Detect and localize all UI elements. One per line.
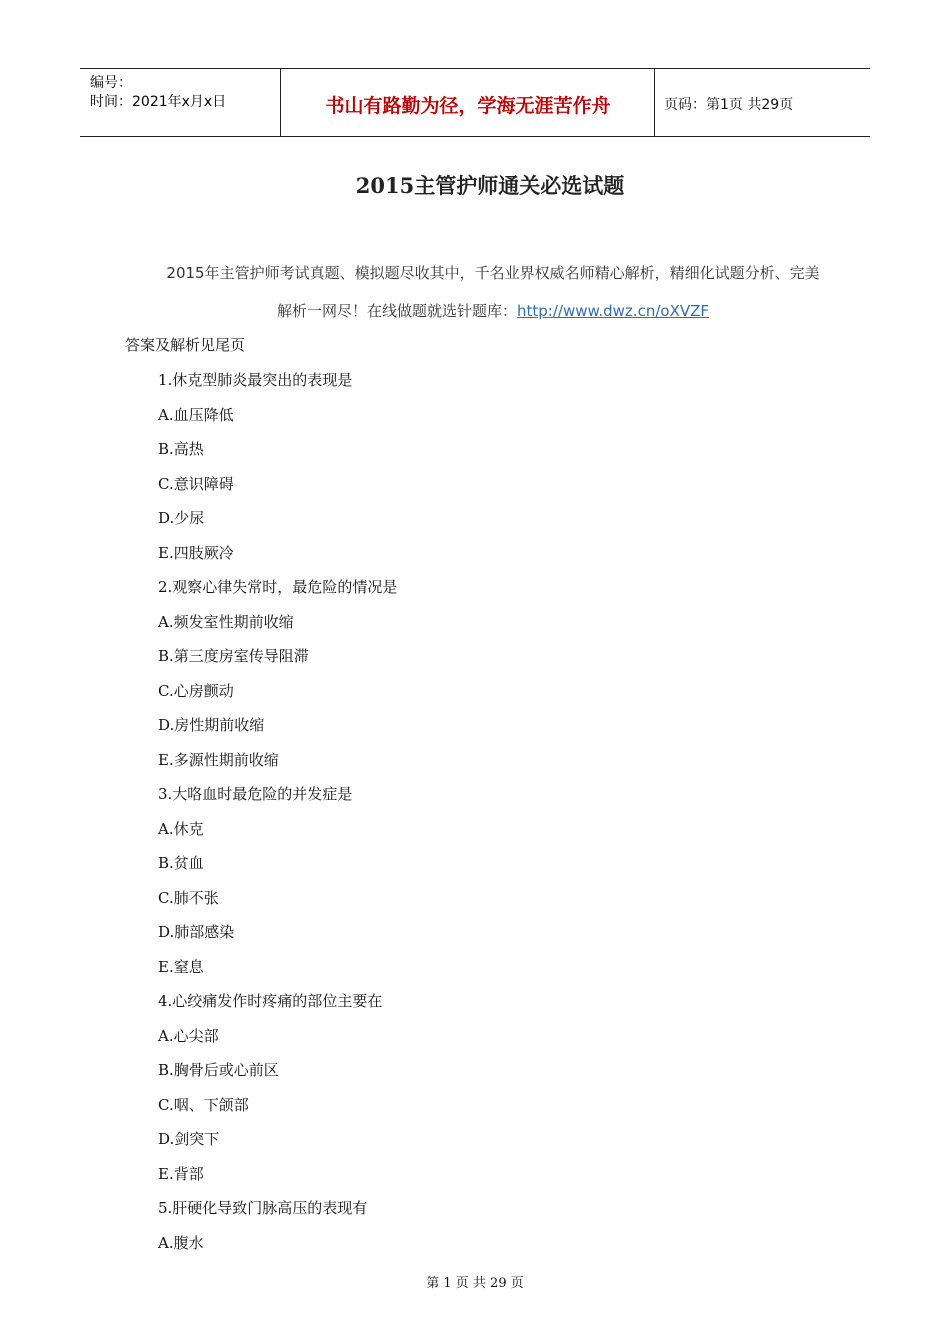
question-stem: 2.观察心律失常时，最危险的情况是 bbox=[158, 578, 398, 596]
answer-option: A.心尖部 bbox=[158, 1026, 219, 1045]
answer-option: B.贫血 bbox=[158, 854, 204, 872]
header-page-cell bbox=[655, 69, 870, 136]
header-motto-cell bbox=[281, 69, 655, 136]
answer-option: D.房性期前收缩 bbox=[158, 716, 265, 734]
answer-option: C.心房颤动 bbox=[158, 681, 234, 700]
answer-option: C.肺不张 bbox=[158, 888, 219, 907]
intro-paragraph bbox=[118, 254, 868, 330]
document-date: 时间：2021年x月x日 bbox=[90, 94, 227, 110]
page-footer: 第 1 页 共 29 页 bbox=[426, 1276, 524, 1291]
answer-option: C.咽、下颌部 bbox=[158, 1095, 249, 1114]
intro-line-1: 2015年主管护师考试真题、模拟题尽收其中，千名业界权威名师精心解析，精细化试题分析、完美 bbox=[166, 264, 820, 282]
answer-option: E.多源性期前收缩 bbox=[158, 750, 279, 769]
answer-option: A.休克 bbox=[158, 819, 204, 838]
page-title: 2015主管护师通关必选试题 bbox=[355, 173, 625, 198]
page-info: 页码：第1页 共29页 bbox=[664, 97, 794, 113]
document-header bbox=[80, 68, 870, 137]
header-meta-cell bbox=[80, 69, 281, 136]
answer-option: D.少尿 bbox=[158, 509, 205, 527]
intro-line-2 bbox=[118, 292, 868, 330]
answer-option: E.窒息 bbox=[158, 957, 204, 976]
answer-option: E.背部 bbox=[158, 1164, 204, 1183]
motto-text: 书山有路勤为径，学海无涯苦作舟 bbox=[325, 95, 611, 117]
question-stem: 1.休克型肺炎最突出的表现是 bbox=[158, 371, 353, 389]
answer-option: D.肺部感染 bbox=[158, 923, 235, 941]
answer-option: A.血压降低 bbox=[158, 405, 234, 424]
question-stem: 4.心绞痛发作时疼痛的部位主要在 bbox=[158, 992, 383, 1010]
question-bank-link[interactable]: http://www.dwz.cn/oXVZF bbox=[517, 302, 710, 320]
answer-option: D.剑突下 bbox=[158, 1130, 220, 1148]
intro-line-2-text: 解析一网尽！在线做题就选针题库： bbox=[276, 302, 517, 320]
answer-option: B.第三度房室传导阻滞 bbox=[158, 647, 309, 665]
answer-option: A.频发室性期前收缩 bbox=[158, 612, 294, 631]
document-number: 编号： bbox=[90, 75, 132, 91]
answer-option: B.高热 bbox=[158, 440, 204, 458]
answer-option: C.意识障碍 bbox=[158, 474, 234, 493]
question-stem: 3.大咯血时最危险的并发症是 bbox=[158, 785, 353, 803]
answer-option: B.胸骨后或心前区 bbox=[158, 1061, 279, 1079]
answer-note: 答案及解析见尾页 bbox=[125, 336, 246, 354]
question-stem: 5.肝硬化导致门脉高压的表现有 bbox=[158, 1199, 368, 1217]
answer-option: A.腹水 bbox=[158, 1233, 204, 1252]
answer-option: E.四肢厥冷 bbox=[158, 543, 234, 562]
